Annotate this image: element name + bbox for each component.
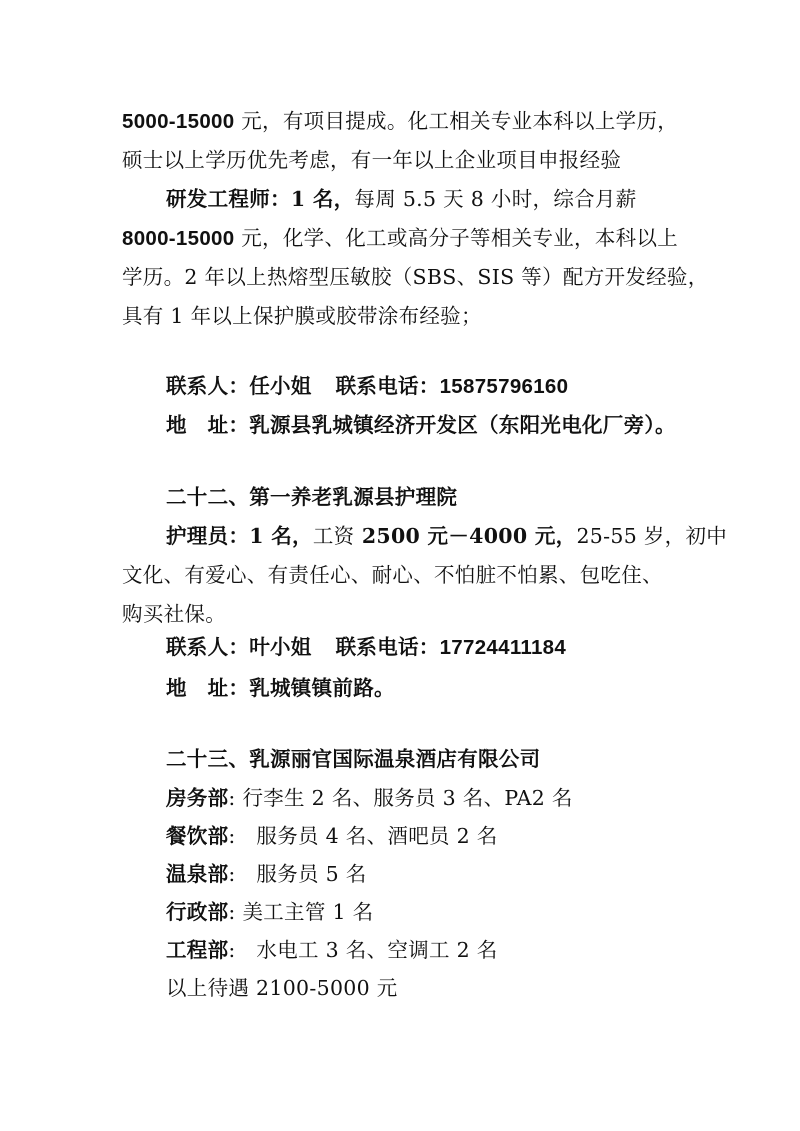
salary-range: 5000-15000 (122, 110, 235, 133)
department-name: 餐饮部 (166, 824, 229, 848)
department-sep: : (228, 900, 243, 924)
department-sep: : (228, 824, 257, 848)
department-row (166, 823, 498, 849)
address-label: 地 址： (166, 676, 250, 700)
department-positions: 行李生 2 名、服务员 3 名、PA2 名 (242, 786, 573, 810)
department-positions: 服务员 4 名、酒吧员 2 名 (256, 824, 498, 848)
job-count: 1 名， (290, 187, 355, 211)
contact-person: 联系人：任小姐 (166, 374, 312, 398)
department-name: 温泉部 (166, 862, 229, 886)
job-title: 护理员： (166, 524, 250, 548)
address-text: 乳城镇镇前路。 (249, 676, 395, 700)
address-label: 地 址： (166, 413, 250, 437)
phone-number: 17724411184 (439, 636, 567, 659)
department-name: 工程部 (166, 938, 229, 962)
contact-person: 联系人：叶小姐 (166, 635, 312, 659)
job-benefit-text: 购买社保。 (122, 602, 226, 626)
department-row (166, 861, 367, 887)
salary-line-text: 元，有项目提成。化工相关专业本科以上学历， (234, 109, 679, 133)
address-text: 乳源县乳城镇经济开发区（东阳光电化厂旁）。 (249, 413, 676, 437)
job-requirement-text: 文化、有爱心、有责任心、耐心、不怕脏不怕累、包吃住、 (122, 563, 663, 587)
requirement-text: 硕士以上学历优先考虑，有一年以上企业项目申报经验 (122, 148, 622, 172)
department-positions: 美工主管 1 名 (242, 900, 374, 924)
treatment-line (166, 975, 398, 1001)
salary-label: 工资 (312, 524, 355, 548)
treatment-text: 以上待遇 2100-5000 元 (166, 976, 398, 1000)
job-title: 研发工程师： (166, 187, 291, 211)
department-row (166, 785, 573, 811)
salary-range: 2500 元－4000 元， (354, 524, 577, 548)
job-salary-text: 元，化学、化工或高分子等相关专业，本科以上 (234, 226, 679, 250)
job-salary-line (122, 225, 678, 252)
salary-range: 8000-15000 (122, 227, 235, 250)
department-row (166, 937, 498, 963)
section-heading-22 (166, 484, 457, 510)
job-detail: 25-55 岁，初中 (576, 524, 728, 548)
job-count: 1 名， (249, 524, 313, 548)
phone-label: 联系电话： (335, 374, 440, 398)
job-nurse (166, 523, 727, 549)
contact-line (166, 634, 566, 661)
section-heading-23 (166, 746, 540, 772)
section-heading: 二十三、乳源丽官国际温泉酒店有限公司 (166, 747, 541, 771)
section-heading: 二十二、第一养老乳源县护理院 (166, 485, 458, 509)
phone-number: 15875796160 (439, 375, 569, 398)
salary-line (122, 108, 678, 135)
department-sep: : (228, 862, 257, 886)
job-rd-engineer (166, 186, 637, 212)
job-experience-text: 学历。2 年以上热熔型压敏胶（SBS、SIS 等）配方开发经验， (122, 265, 709, 289)
phone-label: 联系电话： (335, 635, 440, 659)
job-requirement-line (122, 562, 663, 588)
job-benefit-line (122, 601, 226, 627)
department-sep: : (228, 786, 243, 810)
job-experience-text-2: 具有 1 年以上保护膜或胶带涂布经验； (122, 304, 482, 328)
contact-line (166, 373, 568, 400)
department-sep: : (228, 938, 257, 962)
requirement-line (122, 147, 621, 173)
department-name: 房务部 (166, 786, 229, 810)
department-positions: 服务员 5 名 (256, 862, 367, 886)
job-experience-line (122, 264, 709, 290)
department-name: 行政部 (166, 900, 229, 924)
department-positions: 水电工 3 名、空调工 2 名 (256, 938, 498, 962)
address-line (166, 412, 676, 438)
department-row (166, 899, 373, 925)
job-experience-line-2 (122, 303, 482, 329)
job-detail: 每周 5.5 天 8 小时，综合月薪 (354, 187, 637, 211)
address-line (166, 675, 395, 701)
